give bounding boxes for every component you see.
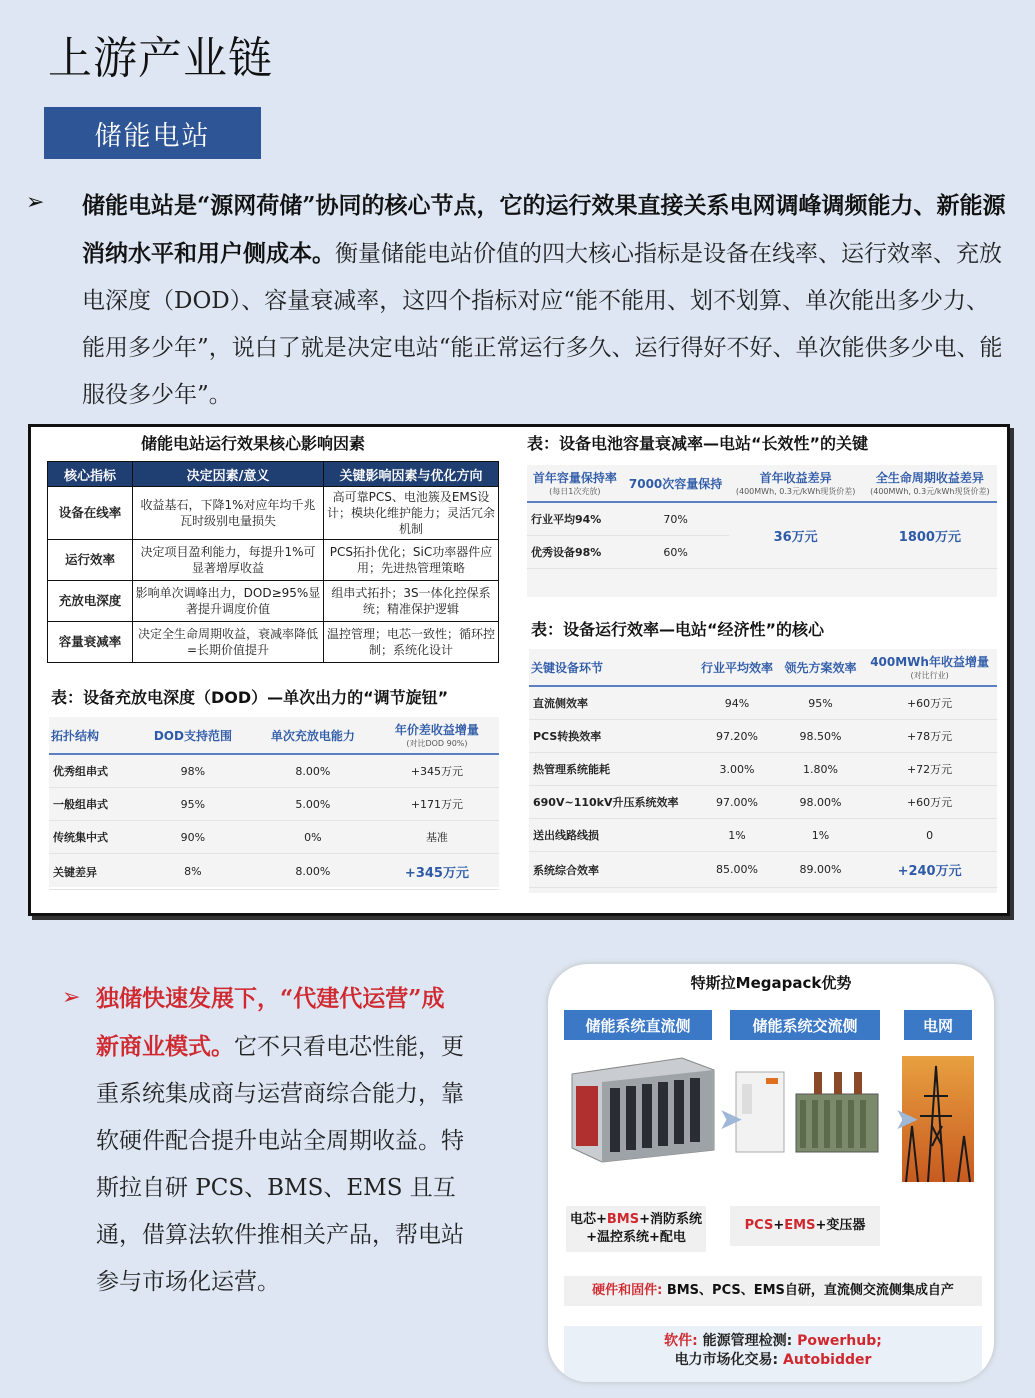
cell: 97.00% (695, 786, 778, 819)
col-header: 关键影响因素与优化方向 (324, 462, 499, 487)
cell: +240万元 (862, 852, 997, 888)
table-row (48, 540, 499, 581)
cell: 运行效率 (48, 540, 133, 581)
col-header-text: 年价差收益增量 (394, 723, 479, 737)
arrow-right-icon: ➤ (894, 1102, 920, 1137)
col-header: 决定因素/意义 (133, 462, 324, 487)
intro-paragraph (82, 182, 1007, 419)
col-header-note: (对比行业) (910, 671, 949, 680)
cell: 1.80% (779, 753, 862, 786)
dc-part: +消防系统+温控系统+配电 (586, 1212, 703, 1245)
cap-table-block (527, 465, 997, 597)
col-header-note: (每日1次充放) (549, 487, 601, 496)
software-line-2 (564, 1351, 982, 1370)
col-header: 单次充放电能力 (251, 717, 375, 754)
cell: 一般组串式 (49, 788, 135, 821)
cell: 组串式拓扑；3S一体化控保系统；精准保护逻辑 (324, 581, 499, 622)
cell: 送出线路线损 (529, 819, 695, 852)
key-table-title: 储能电站运行效果核心影响因素 (141, 434, 366, 453)
cell: 系统综合效率 (529, 852, 695, 888)
dc-components-text (566, 1211, 706, 1247)
cell: 95% (135, 788, 251, 821)
page-title: 上游产业链 (48, 33, 273, 84)
cell: 传统集中式 (49, 821, 135, 854)
tesla-title: 特斯拉Megapack优势 (690, 974, 852, 992)
col-header (862, 649, 997, 686)
cell: 基准 (375, 821, 499, 854)
col-header: 核心指标 (48, 462, 133, 487)
cell: 1% (695, 819, 778, 852)
cell: 85.00% (695, 852, 778, 888)
battery-container-icon (562, 1052, 722, 1164)
cell: 高可靠PCS、电池簇及EMS设计；模块化维护能力；灵活冗余机制 (324, 487, 499, 540)
cap-table-title: 表：设备电池容量衰减率—电站“长效性”的关键 (527, 434, 869, 453)
cell: 90% (135, 821, 251, 854)
cell: +171万元 (375, 788, 499, 821)
col-header-text: 400MWh年收益增量 (870, 655, 989, 669)
cell: 设备在线率 (48, 487, 133, 540)
cell: 1% (779, 819, 862, 852)
cell: PCS拓扑优化；SiC功率器件应用；先进热管理策略 (324, 540, 499, 581)
col-header (863, 465, 997, 502)
dod-table-block (49, 717, 499, 887)
col-header (729, 465, 863, 502)
dc-part: 电芯+ (569, 1212, 607, 1227)
cell: 8.00% (251, 854, 375, 890)
cell: 3.00% (695, 753, 778, 786)
cell: 60% (623, 536, 729, 569)
col-header-note: (对比DOD 90%) (406, 739, 468, 748)
software-line-1 (564, 1332, 982, 1351)
col-header: 拓扑结构 (49, 717, 135, 754)
col-header (375, 717, 499, 754)
cell: +345万元 (375, 854, 499, 890)
tab-dc-side: 储能系统直流侧 (564, 1010, 712, 1040)
business-normal: 它不只看电芯性能，更重系统集成商与运营商综合能力，靠软硬件配合提升电站全周期收益。特斯拉自研 PCS、BMS、EMS 且互通，借算法软件推相关产品，帮电站参与市场化运营。 (96, 1034, 464, 1295)
table-row (529, 753, 997, 786)
cell: 收益基石，下降1%对应年均千兆瓦时级别电量损失 (133, 487, 324, 540)
cell: +345万元 (375, 754, 499, 788)
software-box (564, 1326, 982, 1382)
cell: 优秀组串式 (49, 754, 135, 788)
table-row (529, 819, 997, 852)
tesla-megapack-figure (548, 964, 994, 1382)
dod-table (49, 717, 499, 890)
software-value: Autobidder (783, 1352, 872, 1368)
cell: 温控管理；电芯一致性；循环控制；系统化设计 (324, 622, 499, 663)
col-header-text: 首年收益差异 (759, 471, 832, 485)
cap-table (527, 465, 997, 569)
eff-table-title: 表：设备运行效率—电站“经济性”的核心 (531, 620, 825, 639)
ac-part: + (773, 1218, 785, 1233)
hardware-desc: BMS、PCS、EMS自研，直流侧交流侧集成自产 (666, 1283, 954, 1298)
cell: 98% (135, 754, 251, 788)
cell: 70% (623, 502, 729, 536)
software-label: 软件: (664, 1333, 698, 1349)
cell: 优秀设备98% (527, 536, 623, 569)
table-row (49, 754, 499, 788)
cell: 0 (862, 819, 997, 852)
cell: 8.00% (251, 754, 375, 788)
ac-part: EMS (784, 1218, 816, 1233)
table-row (48, 581, 499, 622)
cell: 0% (251, 821, 375, 854)
bullet-arrow-icon: ➢ (26, 190, 45, 215)
eff-table-block (529, 649, 997, 893)
table-row (529, 720, 997, 753)
table-row (529, 786, 997, 819)
col-header-text: 全生命周期收益差异 (875, 471, 984, 485)
cell: 决定项目盈利能力，每提升1%可显著增厚收益 (133, 540, 324, 581)
table-row (48, 622, 499, 663)
hardware-text (592, 1282, 954, 1300)
cell: 89.00% (779, 852, 862, 888)
cell: 98.50% (779, 720, 862, 753)
cell: 关键差异 (49, 854, 135, 890)
col-header: 行业平均效率 (695, 649, 778, 686)
dc-part: BMS (606, 1212, 640, 1227)
arrow-right-icon: ➤ (718, 1102, 744, 1137)
cell: 98.00% (779, 786, 862, 819)
table-row (529, 852, 997, 888)
cell: +60万元 (862, 786, 997, 819)
ac-components-box (730, 1206, 880, 1246)
hardware-label: 硬件和固件: (592, 1283, 663, 1298)
table-row (529, 686, 997, 720)
pcs-transformer-icon (730, 1064, 890, 1164)
cell: 97.20% (695, 720, 778, 753)
cell: 充放电深度 (48, 581, 133, 622)
ac-part: PCS (744, 1218, 774, 1233)
col-header: 7000次容量保持 (623, 465, 729, 502)
cell: 容量衰减率 (48, 622, 133, 663)
business-red: 独储快速发展下，“代建代运营”成新商业模式。 (96, 985, 445, 1060)
cell: +60万元 (862, 686, 997, 720)
section-badge: 储能电站 (44, 107, 261, 159)
eff-table (529, 649, 997, 888)
hardware-box (564, 1276, 982, 1306)
ac-components-text (745, 1217, 866, 1235)
cell: 1800万元 (863, 502, 997, 569)
ac-part: +变压器 (815, 1218, 866, 1233)
cell: 5.00% (251, 788, 375, 821)
cell: 热管理系统能耗 (529, 753, 695, 786)
cell: 94% (695, 686, 778, 720)
software-item: 能源管理检测: (702, 1333, 793, 1349)
cell: 影响单次调峰出力，DOD≥95%显著提升调度价值 (133, 581, 324, 622)
cell: +78万元 (862, 720, 997, 753)
cell: PCS转换效率 (529, 720, 695, 753)
table-row (48, 487, 499, 540)
table-row (49, 821, 499, 854)
dc-components-box (566, 1206, 706, 1252)
cell: 8% (135, 854, 251, 890)
table-row (49, 788, 499, 821)
business-paragraph (96, 975, 466, 1306)
table-row (49, 854, 499, 890)
cell: 690V~110kV升压系统效率 (529, 786, 695, 819)
tab-ac-side: 储能系统交流侧 (730, 1010, 880, 1040)
intro-bold: 储能电站是“源网荷储”协同的核心节点，它的运行效果直接关系电网调峰调频能力、新能源消纳水平和用户侧成本。 (82, 192, 1006, 267)
col-header: 领先方案效率 (779, 649, 862, 686)
col-header: 关键设备环节 (529, 649, 695, 686)
intro-normal: 衡量储能电站价值的四大核心指标是设备在线率、运行效率、充放电深度（DOD）、容量衰减率，这四个指标对应“能不能用、划不划算、单次能出多少力、能用多少年”，说白了就是决定电站“能正常运行多久、运行得好不好、单次能供多少电、能服役多少年”。 (82, 241, 1003, 408)
key-factors-table (47, 461, 499, 663)
col-header (527, 465, 623, 502)
col-header-text: 首年容量保持率 (532, 471, 617, 485)
col-header-note: (400MWh, 0.3元/kWh现货价差) (870, 487, 990, 496)
software-value: Powerhub; (797, 1333, 882, 1349)
software-item: 电力市场化交易: (674, 1352, 779, 1368)
cell: +72万元 (862, 753, 997, 786)
table-row (527, 502, 997, 536)
figure-panel (28, 424, 1010, 916)
col-header: DOD支持范围 (135, 717, 251, 754)
cell: 行业平均94% (527, 502, 623, 536)
dod-table-title: 表：设备充放电深度（DOD）—单次出力的“调节旋钮” (51, 688, 449, 707)
cell: 直流侧效率 (529, 686, 695, 720)
cell: 决定全生命周期收益，衰减率降低=长期价值提升 (133, 622, 324, 663)
col-header-note: (400MWh, 0.3元/kWh现货价差) (735, 487, 856, 496)
tab-grid: 电网 (904, 1010, 972, 1040)
cell: 95% (779, 686, 862, 720)
cell: 36万元 (729, 502, 863, 569)
bullet-arrow-icon: ➢ (62, 985, 81, 1010)
